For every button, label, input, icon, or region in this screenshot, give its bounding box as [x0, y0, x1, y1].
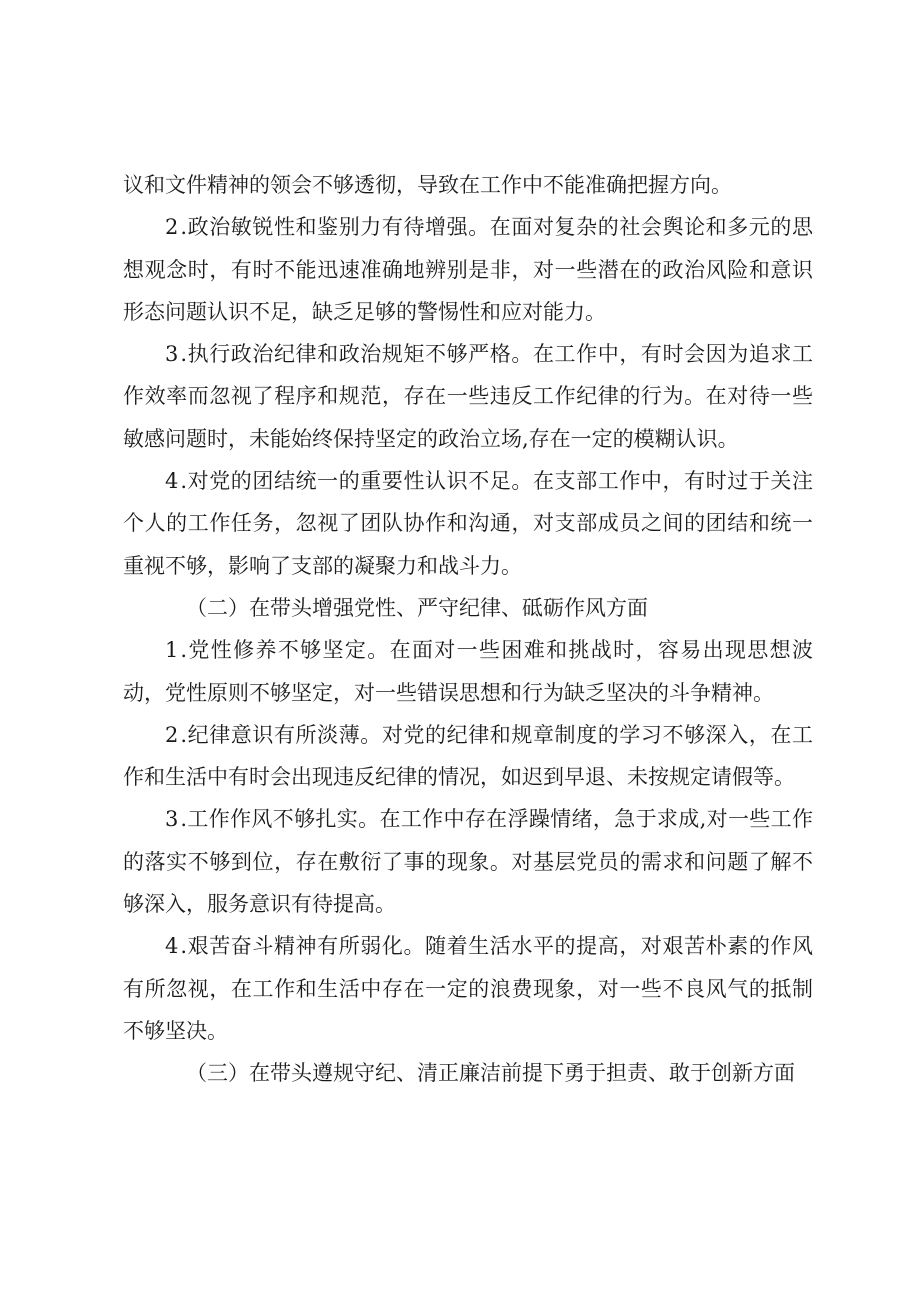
section-heading	[123, 1052, 813, 1094]
paragraph-text: .党性修养不够坚定。在面对一些困难和挑战时，容易出现思想波动，党性原则不够坚定，对一些错误思想和行为缺乏坚决的斗争精神。	[123, 638, 813, 705]
paragraph-text: 议和文件精神的领会不够透彻，导致在工作中不能准确把握方向。	[123, 173, 732, 197]
list-item	[123, 333, 813, 460]
section-heading	[123, 587, 813, 629]
paragraph-text: .纪律意识有所淡薄。对党的纪律和规章制度的学习不够深入，在工作和生活中有时会出现违反纪律的情况，如迟到早退、未按规定请假等。	[123, 722, 813, 790]
paragraph-text: .艰苦奋斗精神有所弱化。随着生活水平的提高，对艰苦朴素的作风有所忽视，在工作和生活中存在一定的浪费现象，对一些不良风气的抵制不够坚决。	[123, 934, 813, 1043]
list-item	[123, 714, 813, 799]
item-number: 3	[165, 342, 179, 367]
paragraph-text: .对党的团结统一的重要性认识不足。在支部工作中，有时过于关注个人的工作任务，忽视了团队协作和沟通，对支部成员之间的团结和统一重视不够，影响了支部的凝聚力和战斗力。	[123, 469, 813, 578]
heading-text: （二）在带头增强党性、严守纪律、砥砺作风方面	[186, 595, 648, 620]
list-item	[123, 925, 813, 1052]
item-number: 2	[165, 722, 179, 747]
item-number: 2	[165, 215, 179, 240]
paragraph-continuation	[123, 164, 813, 206]
item-number: 4	[165, 934, 179, 959]
list-item	[123, 798, 813, 925]
paragraph-text: .政治敏锐性和鉴别力有待增强。在面对复杂的社会舆论和多元的思想观念时，有时不能迅速准确地辨别是非，对一些潜在的政治风险和意识形态问题认识不足，缺乏足够的警惕性和应对能力。	[123, 215, 813, 324]
document-body	[123, 164, 813, 1095]
item-number: 3	[165, 807, 179, 832]
item-number: 1	[165, 638, 179, 663]
paragraph-text: .执行政治纪律和政治规矩不够严格。在工作中，有时会因为追求工作效率而忽视了程序和规范，存在一些违反工作纪律的行为。在对待一些敏感问题时，未能始终保持坚定的政治立场,存在一定的模糊认识。	[123, 342, 813, 451]
paragraph-text: .工作作风不够扎实。在工作中存在浮躁情绪，急于求成,对一些工作的落实不够到位，存在敷衍了事的现象。对基层党员的需求和问题了解不够深入，服务意识有待提高。	[123, 807, 813, 917]
heading-text: （三）在带头遵规守纪、清正廉洁前提下勇于担责、敢于创新方面	[186, 1061, 795, 1086]
list-item	[123, 206, 813, 333]
item-number: 4	[165, 469, 179, 494]
list-item	[123, 629, 813, 714]
list-item	[123, 460, 813, 587]
